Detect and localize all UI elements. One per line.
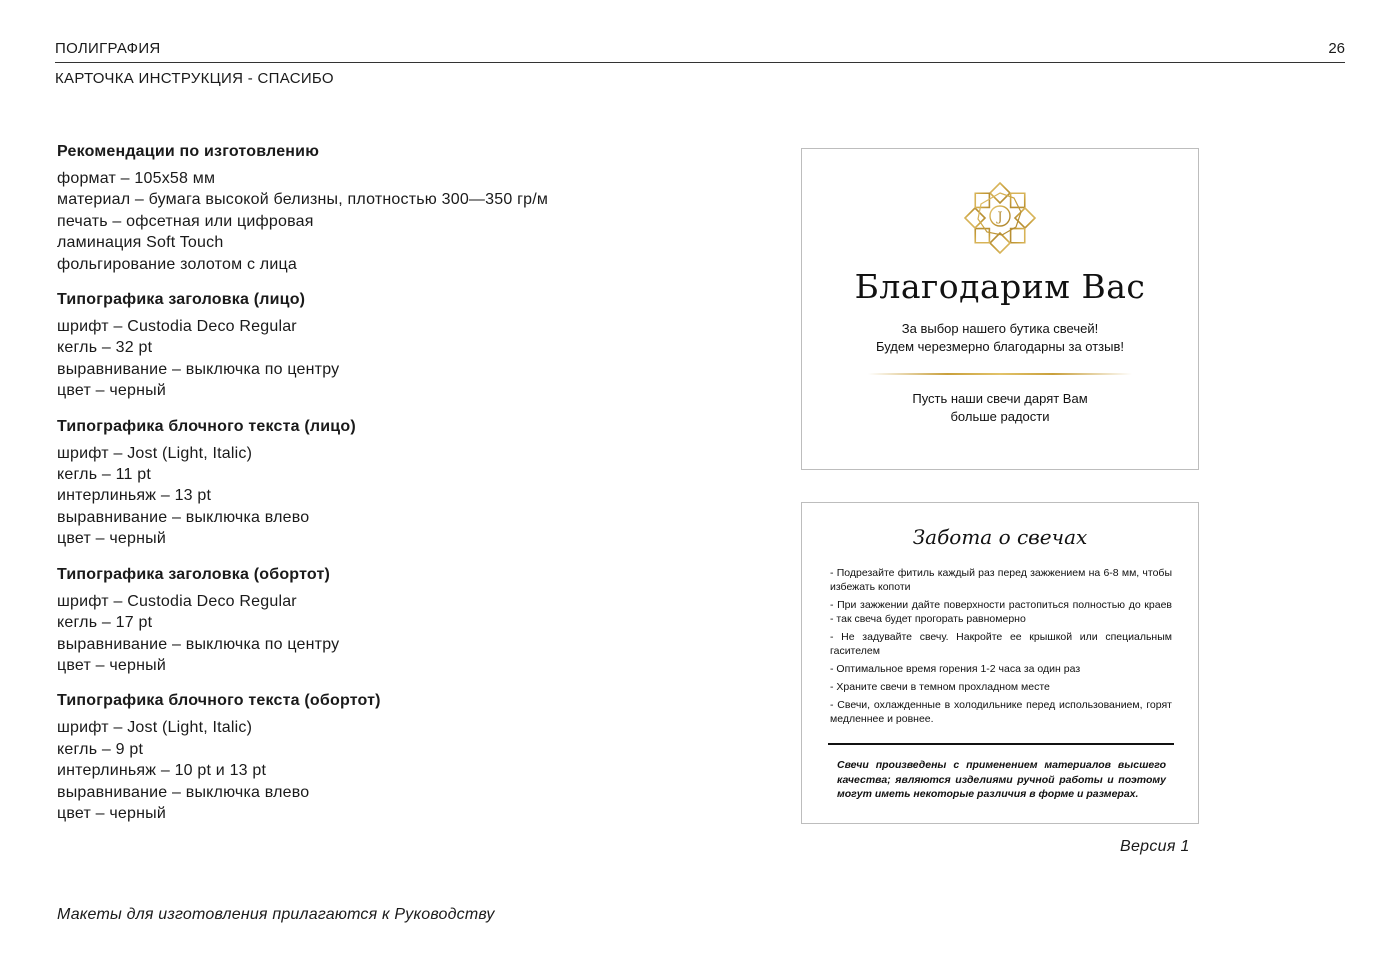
spec-line: фольгирование золотом с лица (57, 255, 297, 273)
list-item: - При зажжении дайте поверхности растопиться полностью до краев - так свеча будет прогорать равномерно (830, 599, 1172, 625)
spec-section-title: Типографика заголовка (обортот) (57, 565, 331, 583)
specs-column (57, 143, 697, 840)
logo-letter: J (997, 210, 1003, 225)
spec-line: кегль – 17 pt (57, 614, 153, 632)
page-number: 26 (1328, 40, 1345, 57)
card-front-subtitle-line: Будем черезмерно благодарны за отзыв! (875, 339, 1124, 354)
header-divider (55, 62, 1345, 63)
spec-line: выравнивание – выключка влево (57, 508, 310, 526)
spec-line: выравнивание – выключка по центру (57, 635, 340, 653)
spec-line: шрифт – Custodia Deco Regular (57, 592, 297, 610)
spec-section-back-body (57, 692, 697, 824)
spec-line: выравнивание – выключка по центру (57, 360, 340, 378)
spec-line: кегль – 32 pt (57, 339, 153, 357)
card-front-wish-line: Пусть наши свечи дарят Вам (912, 391, 1088, 406)
card-back-title: Забота о свечах (912, 525, 1088, 549)
spec-line: кегль – 9 pt (57, 740, 144, 758)
section-title: ПОЛИГРАФИЯ (55, 40, 161, 57)
spec-line: цвет – черный (57, 656, 166, 674)
version-label: Версия 1 (1120, 838, 1190, 855)
spec-section-title: Рекомендации по изготовлению (57, 143, 320, 160)
card-back-divider (828, 743, 1174, 745)
card-front-subtitle (802, 320, 1198, 356)
spec-line: материал – бумага высокой белизны, плотностью 300—350 гр/м (57, 191, 549, 209)
spec-line: цвет – черный (57, 530, 166, 548)
list-item: - Оптимальное время горения 1-2 часа за один раз (830, 663, 1081, 675)
list-item: - Храните свечи в темном прохладном месте (830, 681, 1050, 693)
card-front-preview (801, 148, 1199, 470)
spec-line: интерлиньяж – 13 pt (57, 487, 212, 505)
spec-section-title: Типографика блочного текста (обортот) (57, 692, 381, 710)
layouts-footnote: Макеты для изготовления прилагаются к Руководству (57, 906, 495, 923)
card-front-wish-line: больше радости (950, 409, 1050, 424)
spec-section-production (57, 143, 697, 275)
gold-divider (868, 373, 1132, 375)
card-back-note: Свечи произведены с применением материалов высшего качества; являются изделиями ручной работы и поэтому могут иметь некоторые различия в форме и размерах. (837, 759, 1166, 800)
spec-section-back-heading (57, 566, 697, 677)
spec-line: печать – офсетная или цифровая (57, 212, 314, 230)
list-item: - Не задувайте свечу. Накройте ее крышкой или специальным гасителем (830, 631, 1172, 657)
candle-care-list (830, 566, 1172, 730)
spec-line: шрифт – Jost (Light, Italic) (57, 719, 253, 737)
spec-line: формат – 105x58 мм (57, 170, 216, 187)
spec-line: выравнивание – выключка влево (57, 783, 310, 801)
spec-line: кегль – 11 pt (57, 466, 152, 484)
spec-section-front-heading (57, 291, 697, 402)
spec-section-front-body (57, 418, 697, 550)
brand-logo-icon (961, 179, 1039, 257)
spec-line: цвет – черный (57, 382, 166, 400)
spec-line: шрифт – Custodia Deco Regular (57, 318, 297, 336)
card-back-preview (801, 502, 1199, 824)
spec-line: интерлиньяж – 10 pt и 13 pt (57, 762, 267, 780)
spec-section-title: Типографика блочного текста (лицо) (57, 417, 356, 435)
list-item: - Подрезайте фитиль каждый раз перед зажжением на 6-8 мм, чтобы избежать копоти (830, 567, 1172, 593)
card-front-subtitle-line: За выбор нашего бутика свечей! (901, 321, 1099, 336)
spec-section-title: Типографика заголовка (лицо) (57, 291, 306, 309)
card-front-wish (802, 390, 1198, 426)
spec-line: шрифт – Jost (Light, Italic) (57, 444, 253, 462)
spec-line: цвет – черный (57, 804, 166, 822)
spec-line: ламинация Soft Touch (57, 234, 224, 252)
list-item: - Свечи, охлажденные в холодильнике перед использованием, горят медленнее и ровнее. (830, 699, 1172, 725)
card-front-title: Благодарим Вас (854, 267, 1146, 306)
page-subtitle: КАРТОЧКА ИНСТРУКЦИЯ - СПАСИБО (55, 70, 334, 87)
